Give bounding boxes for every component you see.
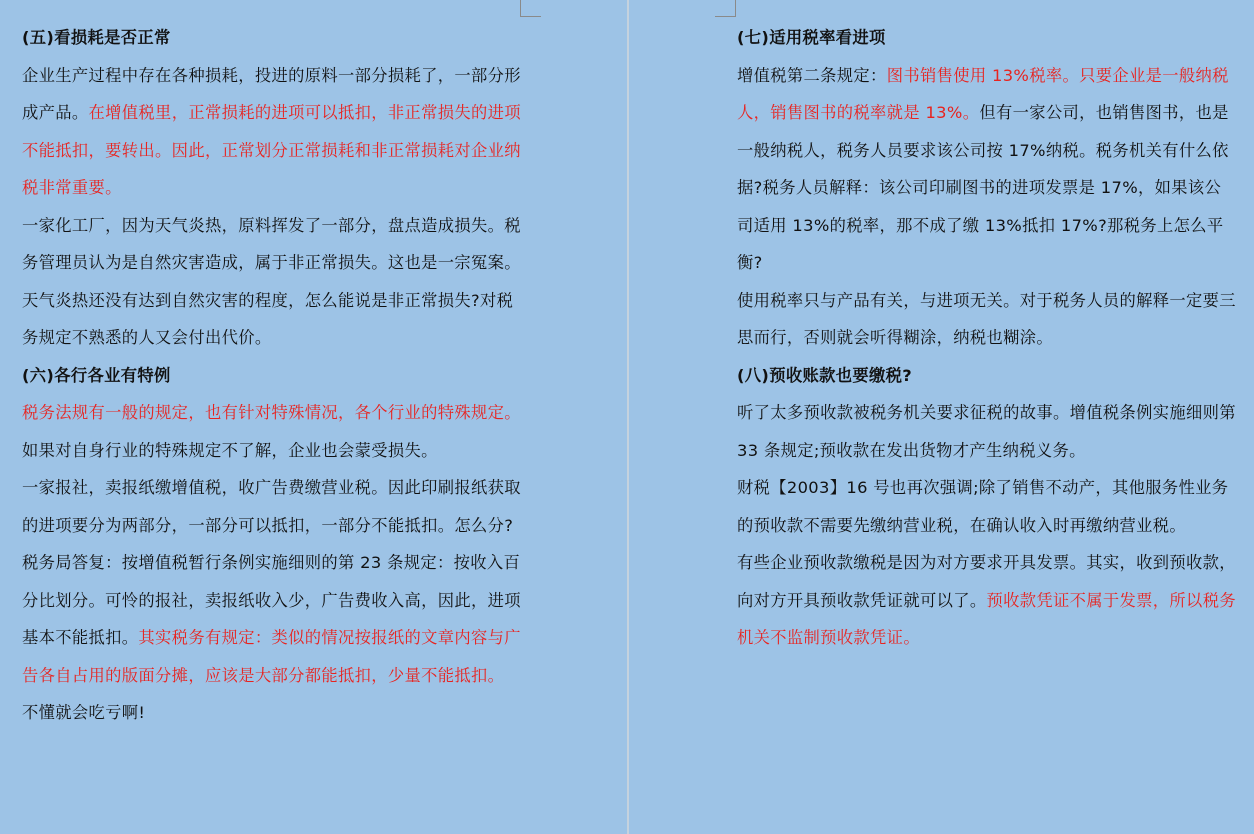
paragraph: 使用税率只与产品有关，与进项无关。对于税务人员的解释一定要三思而行，否则就会听得糊涂，纳税也糊涂。 xyxy=(737,290,1236,347)
left-column xyxy=(22,19,524,732)
paragraph: 一家报社，卖报纸缴增值税，收广告费缴营业税。因此印刷报纸获取的进项要分为两部分，一部分可以抵扣，一部分不能抵扣。怎么分?税务局答复：按增值税暂行条例实施细则的第 23 条规定：按收入百分比划分。可怜的报社，卖报纸收入少，广告费收入高，因此，进项基本不能抵扣。其实税务有规定：类似的情况按报纸的文章内容与广告各自占用的版面分摊，应该是大部分都能抵扣，少量不能抵扣。 xyxy=(22,478,521,685)
paragraph: 税务法规有一般的规定，也有针对特殊情况，各个行业的特殊规定。如果对自身行业的特殊规定不了解，企业也会蒙受损失。 xyxy=(22,403,521,460)
paragraph: 财税【2003】16 号也再次强调;除了销售不动产，其他服务性业务的预收款不需要先缴纳营业税，在确认收入时再缴纳营业税。 xyxy=(737,478,1229,535)
right-column xyxy=(737,19,1237,657)
paragraph: 企业生产过程中存在各种损耗，投进的原料一部分损耗了，一部分形成产品。在增值税里，正常损耗的进项可以抵扣，非正常损失的进项不能抵扣，要转出。因此，正常划分正常损耗和非正常损耗对企业纳税非常重要。 xyxy=(22,65,521,197)
section-heading: (六)各行各业有特例 xyxy=(22,365,171,385)
paragraph: 一家化工厂，因为天气炎热，原料挥发了一部分，盘点造成损失。税务管理员认为是自然灾害造成，属于非正常损失。这也是一宗冤案。天气炎热还没有达到自然灾害的程度，怎么能说是非正常损失?对税务规定不熟悉的人又会付出代价。 xyxy=(22,215,521,347)
paragraph: 不懂就会吃亏啊! xyxy=(22,703,146,722)
section-heading: (七)适用税率看进项 xyxy=(737,28,886,47)
paragraph: 听了太多预收款被税务机关要求征税的故事。增值税条例实施细则第 33 条规定;预收款在发出货物才产生纳税义务。 xyxy=(737,403,1236,460)
margin-marker xyxy=(520,0,541,17)
section-heading: (八)预收账款也要缴税? xyxy=(737,365,913,385)
right-page xyxy=(629,0,1254,834)
paragraph: 有些企业预收款缴税是因为对方要求开具发票。其实，收到预收款，向对方开具预收款凭证就可以了。预收款凭证不属于发票，所以税务机关不监制预收款凭证。 xyxy=(737,553,1236,647)
paragraph: 增值税第二条规定：图书销售使用 13%税率。只要企业是一般纳税人，销售图书的税率就是 13%。但有一家公司，也销售图书，也是一般纳税人，税务人员要求该公司按 17%纳税。税务机关有什么依据?税务人员解释：该公司印刷图书的进项发票是 17%，如果该公司适用 13%的税率，那不成了缴 13%抵扣 17%?那税务上怎么平衡? xyxy=(737,65,1229,272)
margin-marker xyxy=(715,0,736,17)
section-heading: (五)看损耗是否正常 xyxy=(22,28,171,47)
